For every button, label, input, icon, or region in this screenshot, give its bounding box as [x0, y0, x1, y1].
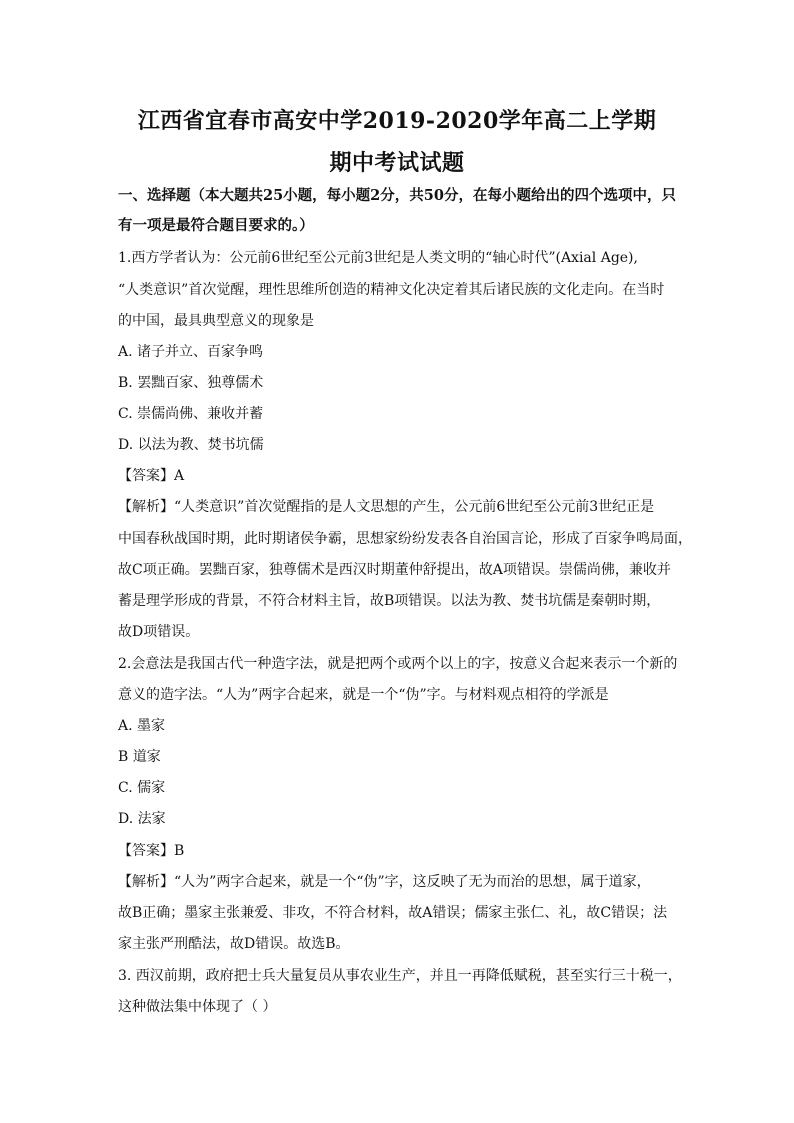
section-header-line2: 有一项是最符合题目要求的。） — [118, 217, 314, 234]
q2-explanation-line3: 家主张严刑酷法，故D错误。故选B。 — [118, 936, 350, 952]
q1-explanation-line4: 蓄是理学形成的背景，不符合材料主旨，故B项错误。以法为教、焚书坑儒是秦朝时期， — [118, 593, 661, 609]
section-header-line1: 一、选择题（本大题共25小题，每小题2分，共50分，在每小题给出的四个选项中，只 — [118, 187, 676, 204]
q2-explanation-line2: 故B正确；墨家主张兼爱、非攻，不符合材料，故A错误；儒家主张仁、礼，故C错误；法 — [118, 905, 668, 921]
q1-explanation-line5: 故D项错误。 — [118, 624, 200, 640]
document-title-line2: 期中考试试题 — [329, 150, 465, 176]
q1-option-b: B. 罢黜百家、独尊儒术 — [118, 375, 264, 391]
q1-option-c: C. 崇儒尚佛、兼收并蓄 — [118, 406, 264, 422]
q2-option-b: B 道家 — [118, 749, 161, 765]
q2-stem-line2: 意义的造字法。“人为”两字合起来，就是一个“伪”字。与材料观点相符的学派是 — [118, 687, 609, 703]
q1-explanation-line2: 中国春秋战国时期，此时期诸侯争霸，思想家纷纷发表各自治国言论，形成了百家争鸣局面， — [118, 531, 692, 547]
document-title-line1: 江西省宜春市高安中学2019-2020学年高二上学期 — [137, 108, 657, 134]
q1-option-d: D. 以法为教、焚书坑儒 — [118, 437, 264, 453]
q2-option-a: A. 墨家 — [118, 718, 166, 734]
q1-explanation-line3: 故C项正确。罢黜百家，独尊儒术是西汉时期董仲舒提出，故A项错误。崇儒尚佛，兼收并 — [118, 562, 671, 578]
q2-explanation-line1: 【解析】“人为”两字合起来，就是一个“伪”字，这反映了无为而治的思想，属于道家， — [118, 874, 651, 890]
q2-option-c: C. 儒家 — [118, 780, 166, 796]
q2-stem-line1: 2.会意法是我国古代一种造字法，就是把两个或两个以上的字，按意义合起来表示一个新的 — [118, 656, 678, 672]
q3-stem-line1: 3. 西汉前期，政府把士兵大量复员从事农业生产，并且一再降低赋税，甚至实行三十税一， — [118, 968, 682, 984]
q1-answer: 【答案】A — [118, 468, 185, 484]
q1-stem-line3: 的中国，最具典型意义的现象是 — [118, 313, 314, 329]
q1-stem-line1: 1.西方学者认为：公元前6世纪至公元前3世纪是人类文明的“轴心时代”(Axial Age), — [118, 250, 638, 266]
q1-stem-line2: “人类意识”首次觉醒，理性思维所创造的精神文化决定着其后诸民族的文化走向。在当时 — [118, 282, 665, 298]
q1-explanation-line1: 【解析】“人类意识”首次觉醒指的是人文思想的产生，公元前6世纪至公元前3世纪正是 — [118, 499, 655, 515]
q1-option-a: A. 诸子并立、百家争鸣 — [118, 344, 264, 360]
q2-option-d: D. 法家 — [118, 811, 166, 827]
q3-stem-line2: 这种做法集中体现了（ ） — [118, 999, 277, 1015]
q2-answer: 【答案】B — [118, 843, 185, 859]
